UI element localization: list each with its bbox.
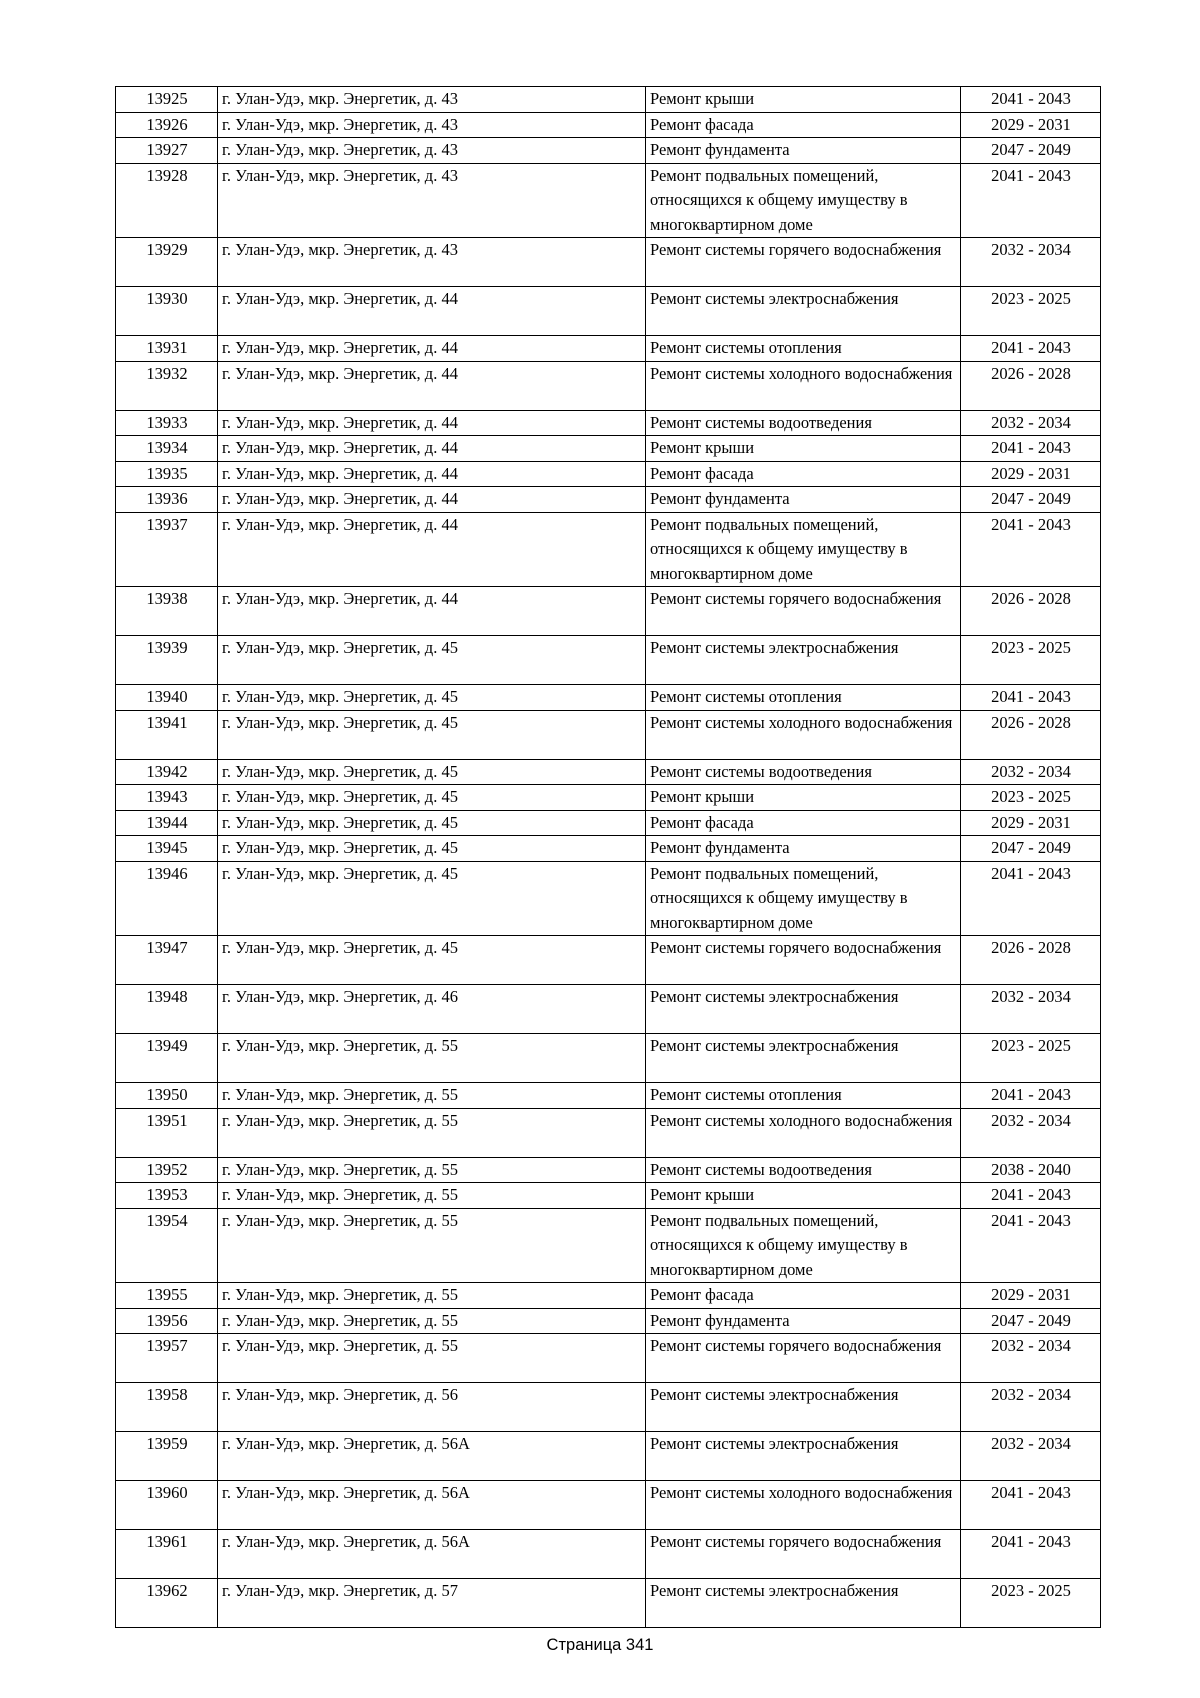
address-cell: г. Улан-Удэ, мкр. Энергетик, д. 45 — [218, 685, 646, 711]
work-type-cell: Ремонт системы отопления — [646, 1083, 961, 1109]
period-cell: 2041 - 2043 — [961, 685, 1101, 711]
row-number-cell: 13944 — [116, 810, 218, 836]
work-type-cell: Ремонт системы отопления — [646, 685, 961, 711]
address-cell: г. Улан-Удэ, мкр. Энергетик, д. 44 — [218, 461, 646, 487]
row-number-cell: 13947 — [116, 936, 218, 985]
table-row — [116, 1108, 1101, 1157]
address-cell: г. Улан-Удэ, мкр. Энергетик, д. 44 — [218, 512, 646, 587]
row-number-cell: 13957 — [116, 1334, 218, 1383]
row-number-cell: 13933 — [116, 410, 218, 436]
period-cell: 2032 - 2034 — [961, 238, 1101, 287]
work-type-cell: Ремонт фасада — [646, 1283, 961, 1309]
period-cell: 2029 - 2031 — [961, 1283, 1101, 1309]
work-type-cell: Ремонт системы электроснабжения — [646, 287, 961, 336]
work-type-cell: Ремонт системы электроснабжения — [646, 636, 961, 685]
period-cell: 2029 - 2031 — [961, 112, 1101, 138]
row-number-cell: 13956 — [116, 1308, 218, 1334]
address-cell: г. Улан-Удэ, мкр. Энергетик, д. 43 — [218, 87, 646, 113]
work-type-cell: Ремонт фундамента — [646, 836, 961, 862]
work-type-cell: Ремонт системы водоотведения — [646, 1157, 961, 1183]
address-cell: г. Улан-Удэ, мкр. Энергетик, д. 43 — [218, 163, 646, 238]
period-cell: 2032 - 2034 — [961, 1108, 1101, 1157]
period-cell: 2041 - 2043 — [961, 1183, 1101, 1209]
address-cell: г. Улан-Удэ, мкр. Энергетик, д. 43 — [218, 138, 646, 164]
table-row — [116, 1208, 1101, 1283]
row-number-cell: 13958 — [116, 1383, 218, 1432]
work-type-cell: Ремонт системы водоотведения — [646, 759, 961, 785]
row-number-cell: 13942 — [116, 759, 218, 785]
row-number-cell: 13929 — [116, 238, 218, 287]
period-cell: 2026 - 2028 — [961, 361, 1101, 410]
table-row — [116, 163, 1101, 238]
table-row — [116, 1432, 1101, 1481]
address-cell: г. Улан-Удэ, мкр. Энергетик, д. 55 — [218, 1208, 646, 1283]
address-cell: г. Улан-Удэ, мкр. Энергетик, д. 55 — [218, 1157, 646, 1183]
row-number-cell: 13940 — [116, 685, 218, 711]
table-row — [116, 1530, 1101, 1579]
work-type-cell: Ремонт системы водоотведения — [646, 410, 961, 436]
table-body — [116, 87, 1101, 1628]
period-cell: 2023 - 2025 — [961, 636, 1101, 685]
address-cell: г. Улан-Удэ, мкр. Энергетик, д. 44 — [218, 487, 646, 513]
table-row — [116, 512, 1101, 587]
row-number-cell: 13959 — [116, 1432, 218, 1481]
table-row — [116, 1383, 1101, 1432]
period-cell: 2041 - 2043 — [961, 1208, 1101, 1283]
table-row — [116, 1308, 1101, 1334]
period-cell: 2047 - 2049 — [961, 487, 1101, 513]
period-cell: 2032 - 2034 — [961, 1334, 1101, 1383]
table-row — [116, 1034, 1101, 1083]
work-type-cell: Ремонт системы холодного водоснабжения — [646, 1481, 961, 1530]
row-number-cell: 13936 — [116, 487, 218, 513]
row-number-cell: 13961 — [116, 1530, 218, 1579]
address-cell: г. Улан-Удэ, мкр. Энергетик, д. 46 — [218, 985, 646, 1034]
period-cell: 2041 - 2043 — [961, 1083, 1101, 1109]
row-number-cell: 13950 — [116, 1083, 218, 1109]
period-cell: 2041 - 2043 — [961, 512, 1101, 587]
table-row — [116, 785, 1101, 811]
address-cell: г. Улан-Удэ, мкр. Энергетик, д. 45 — [218, 636, 646, 685]
period-cell: 2032 - 2034 — [961, 1383, 1101, 1432]
table-row — [116, 936, 1101, 985]
row-number-cell: 13939 — [116, 636, 218, 685]
table-row — [116, 710, 1101, 759]
table-row — [116, 361, 1101, 410]
row-number-cell: 13951 — [116, 1108, 218, 1157]
repair-schedule-table — [115, 86, 1101, 1628]
period-cell: 2041 - 2043 — [961, 861, 1101, 936]
address-cell: г. Улан-Удэ, мкр. Энергетик, д. 44 — [218, 336, 646, 362]
work-type-cell: Ремонт системы электроснабжения — [646, 1432, 961, 1481]
table-row — [116, 436, 1101, 462]
address-cell: г. Улан-Удэ, мкр. Энергетик, д. 44 — [218, 361, 646, 410]
table-row — [116, 287, 1101, 336]
address-cell: г. Улан-Удэ, мкр. Энергетик, д. 55 — [218, 1334, 646, 1383]
work-type-cell: Ремонт подвальных помещений, относящихся к общему имуществу в многоквартирном доме — [646, 1208, 961, 1283]
address-cell: г. Улан-Удэ, мкр. Энергетик, д. 55 — [218, 1083, 646, 1109]
address-cell: г. Улан-Удэ, мкр. Энергетик, д. 55 — [218, 1283, 646, 1309]
period-cell: 2032 - 2034 — [961, 985, 1101, 1034]
address-cell: г. Улан-Удэ, мкр. Энергетик, д. 44 — [218, 410, 646, 436]
table-row — [116, 861, 1101, 936]
row-number-cell: 13955 — [116, 1283, 218, 1309]
address-cell: г. Улан-Удэ, мкр. Энергетик, д. 44 — [218, 287, 646, 336]
table-row — [116, 810, 1101, 836]
work-type-cell: Ремонт системы электроснабжения — [646, 1034, 961, 1083]
row-number-cell: 13943 — [116, 785, 218, 811]
work-type-cell: Ремонт фасада — [646, 461, 961, 487]
period-cell: 2047 - 2049 — [961, 1308, 1101, 1334]
address-cell: г. Улан-Удэ, мкр. Энергетик, д. 55 — [218, 1108, 646, 1157]
work-type-cell: Ремонт крыши — [646, 436, 961, 462]
period-cell: 2041 - 2043 — [961, 163, 1101, 238]
work-type-cell: Ремонт системы электроснабжения — [646, 985, 961, 1034]
row-number-cell: 13948 — [116, 985, 218, 1034]
address-cell: г. Улан-Удэ, мкр. Энергетик, д. 43 — [218, 238, 646, 287]
table-row — [116, 685, 1101, 711]
address-cell: г. Улан-Удэ, мкр. Энергетик, д. 45 — [218, 710, 646, 759]
address-cell: г. Улан-Удэ, мкр. Энергетик, д. 56А — [218, 1530, 646, 1579]
table-row — [116, 1579, 1101, 1628]
address-cell: г. Улан-Удэ, мкр. Энергетик, д. 45 — [218, 836, 646, 862]
work-type-cell: Ремонт крыши — [646, 1183, 961, 1209]
address-cell: г. Улан-Удэ, мкр. Энергетик, д. 43 — [218, 112, 646, 138]
row-number-cell: 13935 — [116, 461, 218, 487]
work-type-cell: Ремонт крыши — [646, 87, 961, 113]
work-type-cell: Ремонт подвальных помещений, относящихся к общему имуществу в многоквартирном доме — [646, 512, 961, 587]
period-cell: 2026 - 2028 — [961, 710, 1101, 759]
work-type-cell: Ремонт системы горячего водоснабжения — [646, 238, 961, 287]
row-number-cell: 13930 — [116, 287, 218, 336]
row-number-cell: 13952 — [116, 1157, 218, 1183]
row-number-cell: 13938 — [116, 587, 218, 636]
period-cell: 2032 - 2034 — [961, 759, 1101, 785]
work-type-cell: Ремонт фасада — [646, 112, 961, 138]
table-row — [116, 1334, 1101, 1383]
work-type-cell: Ремонт системы холодного водоснабжения — [646, 710, 961, 759]
address-cell: г. Улан-Удэ, мкр. Энергетик, д. 45 — [218, 810, 646, 836]
table-row — [116, 336, 1101, 362]
address-cell: г. Улан-Удэ, мкр. Энергетик, д. 55 — [218, 1183, 646, 1209]
row-number-cell: 13960 — [116, 1481, 218, 1530]
address-cell: г. Улан-Удэ, мкр. Энергетик, д. 45 — [218, 785, 646, 811]
period-cell: 2032 - 2034 — [961, 1432, 1101, 1481]
address-cell: г. Улан-Удэ, мкр. Энергетик, д. 45 — [218, 759, 646, 785]
work-type-cell: Ремонт системы горячего водоснабжения — [646, 1530, 961, 1579]
period-cell: 2041 - 2043 — [961, 436, 1101, 462]
period-cell: 2032 - 2034 — [961, 410, 1101, 436]
work-type-cell: Ремонт системы горячего водоснабжения — [646, 1334, 961, 1383]
work-type-cell: Ремонт системы холодного водоснабжения — [646, 1108, 961, 1157]
row-number-cell: 13945 — [116, 836, 218, 862]
work-type-cell: Ремонт системы отопления — [646, 336, 961, 362]
period-cell: 2029 - 2031 — [961, 810, 1101, 836]
period-cell: 2047 - 2049 — [961, 138, 1101, 164]
period-cell: 2029 - 2031 — [961, 461, 1101, 487]
period-cell: 2047 - 2049 — [961, 836, 1101, 862]
table-row — [116, 487, 1101, 513]
period-cell: 2041 - 2043 — [961, 1530, 1101, 1579]
period-cell: 2026 - 2028 — [961, 587, 1101, 636]
table-row — [116, 985, 1101, 1034]
work-type-cell: Ремонт крыши — [646, 785, 961, 811]
work-type-cell: Ремонт фундамента — [646, 1308, 961, 1334]
address-cell: г. Улан-Удэ, мкр. Энергетик, д. 57 — [218, 1579, 646, 1628]
page-number: Страница 341 — [546, 1636, 654, 1654]
row-number-cell: 13927 — [116, 138, 218, 164]
work-type-cell: Ремонт системы холодного водоснабжения — [646, 361, 961, 410]
address-cell: г. Улан-Удэ, мкр. Энергетик, д. 45 — [218, 936, 646, 985]
period-cell: 2026 - 2028 — [961, 936, 1101, 985]
table-row — [116, 1183, 1101, 1209]
address-cell: г. Улан-Удэ, мкр. Энергетик, д. 56 — [218, 1383, 646, 1432]
work-type-cell: Ремонт подвальных помещений, относящихся к общему имуществу в многоквартирном доме — [646, 163, 961, 238]
table-row — [116, 87, 1101, 113]
row-number-cell: 13954 — [116, 1208, 218, 1283]
row-number-cell: 13949 — [116, 1034, 218, 1083]
table-row — [116, 138, 1101, 164]
period-cell: 2023 - 2025 — [961, 1034, 1101, 1083]
table-row — [116, 759, 1101, 785]
table-row — [116, 238, 1101, 287]
address-cell: г. Улан-Удэ, мкр. Энергетик, д. 55 — [218, 1034, 646, 1083]
work-type-cell: Ремонт системы электроснабжения — [646, 1383, 961, 1432]
row-number-cell: 13926 — [116, 112, 218, 138]
period-cell: 2023 - 2025 — [961, 1579, 1101, 1628]
row-number-cell: 13925 — [116, 87, 218, 113]
table-row — [116, 1083, 1101, 1109]
address-cell: г. Улан-Удэ, мкр. Энергетик, д. 45 — [218, 861, 646, 936]
work-type-cell: Ремонт фундамента — [646, 138, 961, 164]
work-type-cell: Ремонт подвальных помещений, относящихся к общему имуществу в многоквартирном доме — [646, 861, 961, 936]
row-number-cell: 13962 — [116, 1579, 218, 1628]
work-type-cell: Ремонт системы электроснабжения — [646, 1579, 961, 1628]
address-cell: г. Улан-Удэ, мкр. Энергетик, д. 56А — [218, 1481, 646, 1530]
work-type-cell: Ремонт системы горячего водоснабжения — [646, 587, 961, 636]
table-row — [116, 636, 1101, 685]
period-cell: 2041 - 2043 — [961, 1481, 1101, 1530]
row-number-cell: 13931 — [116, 336, 218, 362]
table-row — [116, 112, 1101, 138]
row-number-cell: 13932 — [116, 361, 218, 410]
address-cell: г. Улан-Удэ, мкр. Энергетик, д. 44 — [218, 436, 646, 462]
address-cell: г. Улан-Удэ, мкр. Энергетик, д. 44 — [218, 587, 646, 636]
address-cell: г. Улан-Удэ, мкр. Энергетик, д. 56А — [218, 1432, 646, 1481]
work-type-cell: Ремонт системы горячего водоснабжения — [646, 936, 961, 985]
row-number-cell: 13937 — [116, 512, 218, 587]
table-row — [116, 587, 1101, 636]
period-cell: 2023 - 2025 — [961, 785, 1101, 811]
address-cell: г. Улан-Удэ, мкр. Энергетик, д. 55 — [218, 1308, 646, 1334]
row-number-cell: 13934 — [116, 436, 218, 462]
period-cell: 2023 - 2025 — [961, 287, 1101, 336]
work-type-cell: Ремонт фасада — [646, 810, 961, 836]
row-number-cell: 13953 — [116, 1183, 218, 1209]
table-row — [116, 1157, 1101, 1183]
work-type-cell: Ремонт фундамента — [646, 487, 961, 513]
table-row — [116, 1283, 1101, 1309]
table-row — [116, 461, 1101, 487]
row-number-cell: 13941 — [116, 710, 218, 759]
table-row — [116, 836, 1101, 862]
period-cell: 2041 - 2043 — [961, 87, 1101, 113]
period-cell: 2038 - 2040 — [961, 1157, 1101, 1183]
row-number-cell: 13946 — [116, 861, 218, 936]
table-row — [116, 1481, 1101, 1530]
period-cell: 2041 - 2043 — [961, 336, 1101, 362]
row-number-cell: 13928 — [116, 163, 218, 238]
table-row — [116, 410, 1101, 436]
